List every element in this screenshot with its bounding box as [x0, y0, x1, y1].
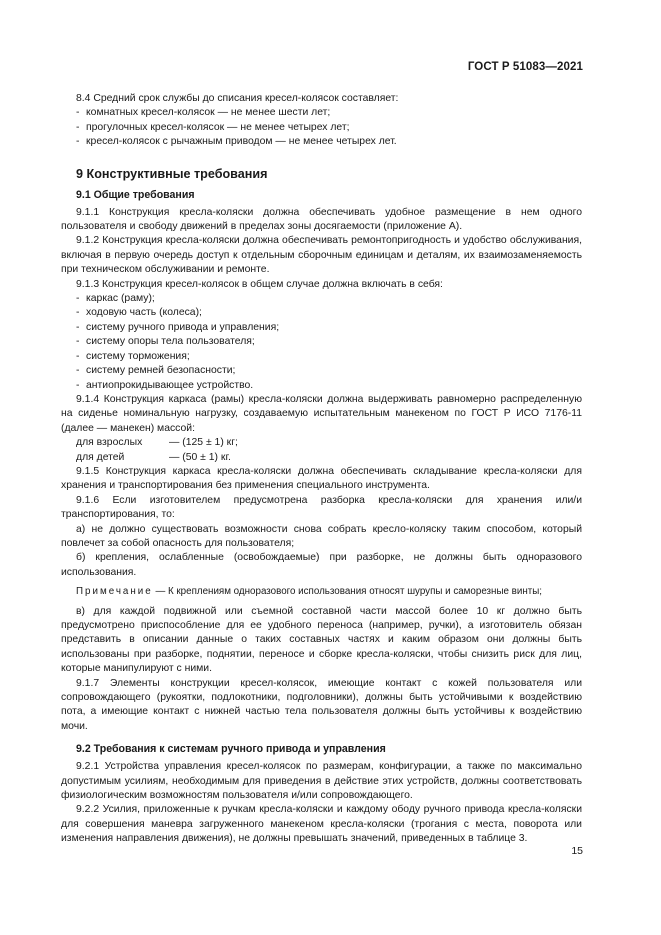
list-item: - прогулочных кресел-колясок — не менее четырех лет;	[76, 121, 350, 133]
list-item: - антиопрокидывающее устройство.	[76, 379, 254, 391]
weight-row-children: для детей — (50 ± 1) кг.	[76, 451, 231, 463]
subsection-9-1-heading: 9.1 Общие требования	[76, 188, 195, 201]
paragraph-9-1-3: 9.1.3 Конструкция кресел-колясок в общем случае должна включать в себя:	[76, 278, 443, 290]
list-item: - систему ремней безопасности;	[76, 365, 236, 377]
list-item: - кресел-колясок с рычажным приводом — не менее четырех лет.	[76, 136, 397, 148]
list-item: - ходовую часть (колеса);	[76, 307, 202, 319]
paragraph-8-4: 8.4 Средний срок службы до списания кресел-колясок составляет:	[76, 93, 399, 104]
paragraph-9-1-6-a: а) не должно существовать возможности снова собрать кресло-коляску таким способом, который повлечет за собой опасность для пользователя;	[61, 523, 582, 549]
standard-code-header: ГОСТ Р 51083—2021	[467, 61, 583, 73]
page-content	[61, 92, 582, 847]
paragraph-9-2-1: 9.2.1 Устройства управления кресел-колясок по размерам, конфигурации, а также по максимально допустимым усилиям, необходимым для приведения в действие этих устройств, должны соответствовать физиологическим возможностям пользователя и/или сопровождающего.	[61, 761, 582, 802]
paragraph-9-1-6-v: в) для каждой подвижной или съемной составной части массой более 10 кг должно быть предусмотрено приспособление для ее удобного переноса (например, ручки), а изготовитель обязан представить в описании данные о таких составных частях и каким образом они должны быть использованы при разборке, поднятии, переносе и сборке кресла-коляски, чтобы снизить риск для лиц, которые манипулируют с ними.	[61, 605, 582, 675]
paragraph-9-1-1: 9.1.1 Конструкция кресла-коляски должна обеспечивать удобное размещение в нем одного пользователя и свободу движений в пределах зоны досягаемости (приложение А).	[61, 206, 582, 233]
paragraph-9-1-6: 9.1.6 Если изготовителем предусмотрена разборка кресла-коляски для хранения или/и транспортирования, то:	[61, 494, 582, 521]
page-number: 15	[571, 845, 583, 857]
list-item: - систему ручного привода и управления;	[76, 321, 280, 333]
paragraph-9-1-7: 9.1.7 Элементы конструкции кресел-колясок, имеющие контакт с кожей пользователя или сопровождающего (рукоятки, подлокотники, подголовники), должны быть устойчивыми к воздействию пота, а имеющие контакт с нижней частью тела пользователя должны быть устойчивы к воздействию мочи.	[61, 677, 582, 732]
paragraph-9-1-4: 9.1.4 Конструкция каркаса (рамы) кресла-коляски должна выдерживать равномерно распределенную на сиденье номинальную нагрузку, создаваемую испытательным манекеном по ГОСТ Р ИСО 7176-11 (далее — манекен) массой:	[61, 393, 582, 434]
section-9-heading: 9 Конструктивные требования	[76, 166, 268, 181]
paragraph-9-1-5: 9.1.5 Конструкция каркаса кресла-коляски должна обеспечивать складывание кресла-коляски для хранения и транспортирования без применения специального инструмента.	[61, 465, 582, 492]
list-item: - комнатных кресел-колясок — не менее шести лет;	[76, 107, 331, 119]
note	[61, 585, 582, 599]
note-text: — К креплениям одноразового использования относят шурупы и саморезные винты;	[152, 586, 543, 598]
weight-row-adults: для взрослых — (125 ± 1) кг;	[76, 437, 238, 449]
paragraph-9-1-2: 9.1.2 Конструкция кресла-коляски должна обеспечивать ремонтопригодность и удобство обслуживания, включая в первую очередь доступ к отдельным сборочным единицам и деталям, их взаимозаменяемость при техническом обслуживании и ремонте.	[61, 235, 582, 276]
list-item: - каркас (раму);	[76, 293, 155, 305]
paragraph-9-2-2: 9.2.2 Усилия, приложенные к ручкам кресла-коляски и каждому ободу ручного привода кресла-коляски для совершения маневра загруженного манекеном кресла-коляски (трогания с места, поворота или изменения направления движения), не должны превышать значений, приведенных в таблице 3.	[61, 804, 582, 845]
list-item: - систему опоры тела пользователя;	[76, 336, 255, 348]
note-label: Примечание	[76, 586, 153, 598]
list-item: - систему торможения;	[76, 350, 190, 362]
paragraph-9-1-6-b: б) крепления, ослабленные (освобождаемые) при разборке, не должны быть одноразового использования.	[61, 552, 582, 578]
subsection-9-2-heading: 9.2 Требования к системам ручного привода и управления	[76, 743, 386, 756]
